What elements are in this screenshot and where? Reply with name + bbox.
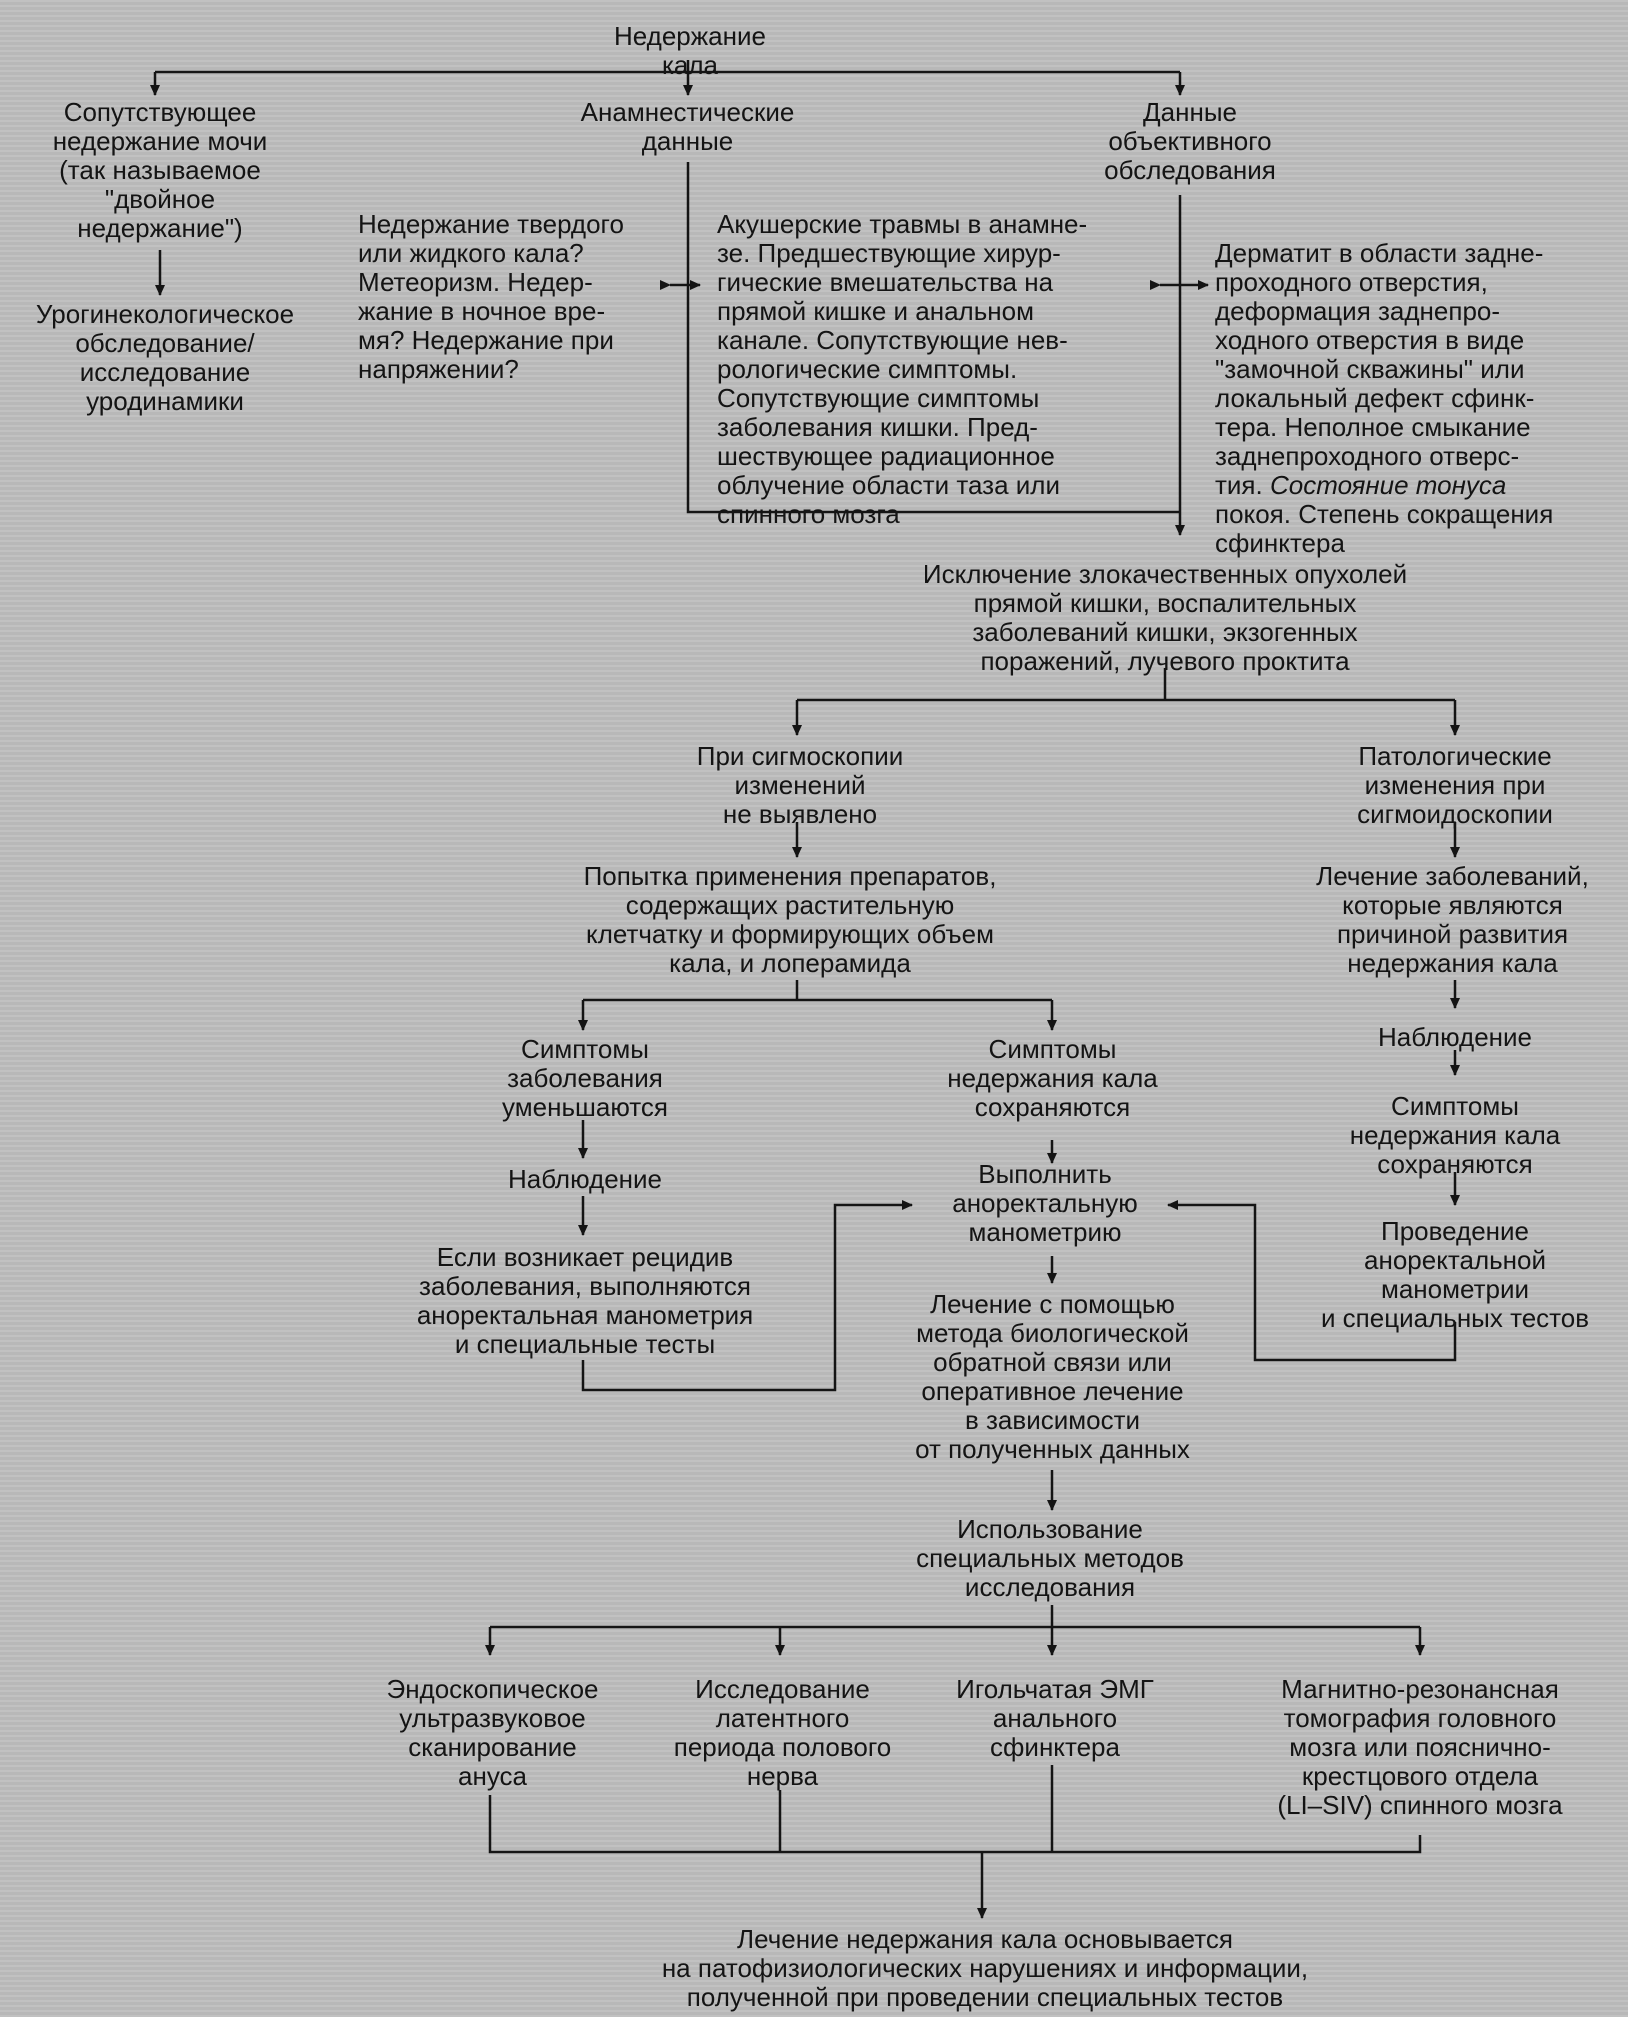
biofeedback-treatment-node: Лечение с помощью метода биологической обратной связи или оперативное лечение в зависимости от полученных данных — [915, 1289, 1190, 1464]
exclusion-node: Исключение злокачественных опухолей прямой кишки, воспалительных заболеваний кишки, экзогенных поражений, лучевого проктита — [922, 559, 1408, 676]
root-node-title: Недержание кала — [614, 21, 766, 80]
symptoms-persist-center-node: Симптомы недержания кала сохраняются — [947, 1034, 1158, 1122]
pathology-sigmoidoscopy-node: Патологические изменения при сигмоидоскопии — [1357, 741, 1553, 829]
objective-exam-node: Данные объективного обследования — [1104, 97, 1276, 185]
no-changes-sigmoidoscopy-node: При сигмоскопии изменений не выявлено — [696, 741, 904, 829]
anorectal-manometry-node: Выполнить аноректальную манометрию — [952, 1159, 1138, 1247]
nerve-latency-node: Исследование латентного периода полового нерва — [673, 1674, 892, 1791]
special-methods-node: Использование специальных методов исследования — [916, 1514, 1184, 1602]
anamnesis-node: Анамнестические данные — [580, 97, 795, 156]
anamnesis-questions-node: Недержание твердого или жидкого кала? Метеоризм. Недер- жание в ночное вре- мя? Недержание при напряжении? — [358, 209, 624, 384]
objective-findings-tail: покоя. Степень сокращения сфинктера — [1215, 499, 1554, 558]
symptoms-persist-right-node: Симптомы недержания кала сохраняются — [1349, 1091, 1561, 1179]
objective-findings-main: Дерматит в области задне- проходного отверстия, деформация заднепро- ходного отверстия в виде "замочной скважины" или локальный дефект сфинк- тера. Неполное смыкание заднепроходного отверс- тия. — [1215, 238, 1544, 500]
comorbid-urinary-incontinence-node: Сопутствующее недержание мочи (так называемое "двойное недержание") — [52, 97, 268, 243]
conclusion-node: Лечение недержания кала основывается на патофизиологических нарушениях и информации, полученной при проведении специальных тестов — [661, 1924, 1309, 2012]
objective-findings-italic: Состояние тонуса — [1269, 470, 1507, 500]
relapse-node: Если возникает рецидив заболевания, выполняются аноректальная манометрия и специальные тесты — [416, 1242, 754, 1359]
objective-findings-node — [1215, 210, 1615, 558]
mri-node: Магнитно-резонансная томография головного мозга или пояснично- крестцового отдела (LI–SIV) спинного мозга — [1277, 1674, 1563, 1820]
symptoms-improve-node: Симптомы заболевания уменьшаются — [502, 1034, 668, 1122]
manometry-special-tests-node: Проведение аноректальной манометрии и специальных тестов — [1320, 1216, 1590, 1333]
drug-trial-node: Попытка применения препаратов, содержащих растительную клетчатку и формирующих объем кала, и лоперамида — [583, 861, 997, 978]
observation-right-node: Наблюдение — [1377, 1022, 1533, 1052]
anamnesis-history-node: Акушерские травмы в анамне- зе. Предшествующие хирур- гические вмешательства на прямой кишке и анальном канале. Сопутствующие нев- рологические симптомы. Сопутствующие симптомы заболевания кишки. Пред- шествующее радиационное облучение области таза или спинного мозга — [717, 209, 1088, 529]
urogynecology-exam-node: Урогинекологическое обследование/ исследование уродинамики — [35, 299, 295, 416]
observation-left-node: Наблюдение — [507, 1164, 663, 1194]
treat-diseases-node: Лечение заболеваний, которые являются причиной развития недержания кала — [1316, 861, 1589, 978]
endoscopic-ultrasound-node: Эндоскопическое ультразвуковое сканирование ануса — [386, 1674, 599, 1791]
needle-emg-node: Игольчатая ЭМГ анального сфинктера — [956, 1674, 1154, 1762]
